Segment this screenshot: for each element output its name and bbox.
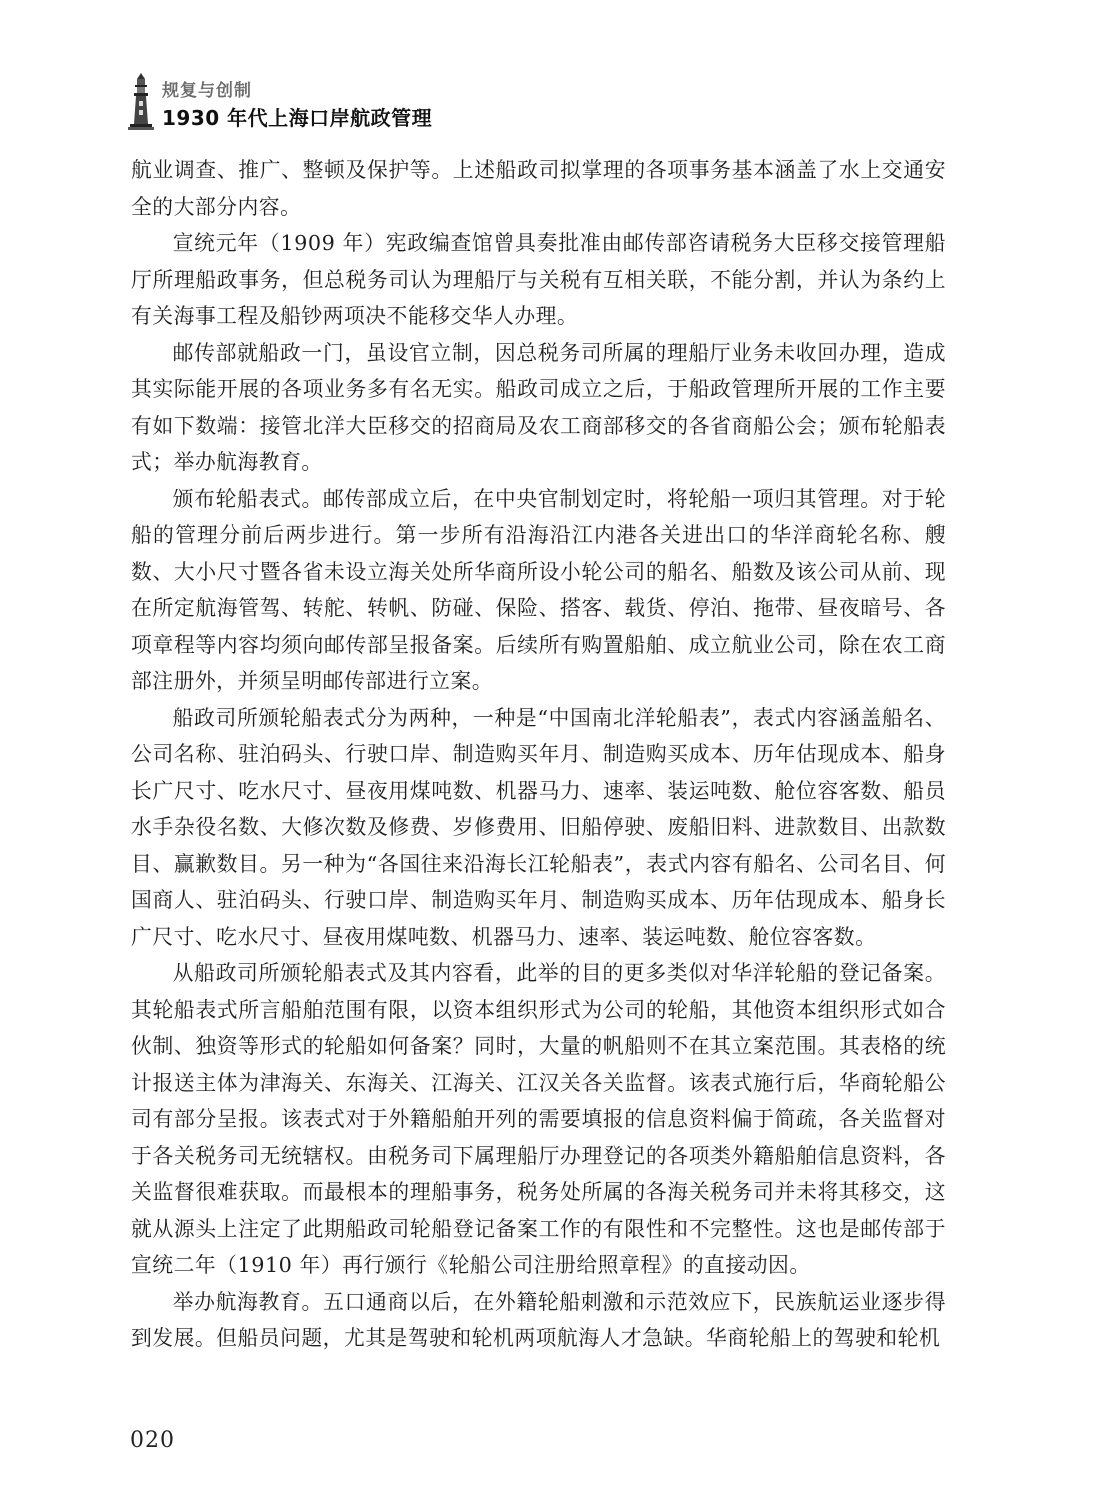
body-text	[131, 152, 946, 1357]
paragraph: 颁布轮船表式。邮传部成立后，在中央官制划定时，将轮船一项归其管理。对于轮船的管理分前后两步进行。第一步所有沿海沿江内港各关进出口的华洋商轮名称、艘数、大小尺寸暨各省未设立海关处所华商所设小轮公司的船名、船数及该公司从前、现在所定航海管驾、转舵、转帆、防碰、保险、搭客、载货、停泊、拖带、昼夜暗号、各项章程等内容均须向邮传部呈报备案。后续所有购置船舶、成立航业公司，除在农工商部注册外，并须呈明邮传部进行立案。	[131, 486, 946, 693]
book-title: 1930 年代上海口岸航政管理	[162, 106, 433, 130]
paragraph: 航业调查、推广、整顿及保护等。上述船政司拟掌理的各项事务基本涵盖了水上交通安全的大部分内容。	[131, 158, 946, 219]
running-header	[128, 72, 433, 132]
paragraph: 举办航海教育。五口通商以后，在外籍轮船刺激和示范效应下，民族航运业逐步得到发展。但船员问题，尤其是驾驶和轮机两项航海人才急缺。华商轮船上的驾驶和轮机	[131, 1289, 946, 1350]
lighthouse-icon	[128, 72, 154, 130]
paragraph: 从船政司所颁轮船表式及其内容看，此举的目的更多类似对华洋轮船的登记备案。其轮船表式所言船舶范围有限，以资本组织形式为公司的轮船，其他资本组织形式如合伙制、独资等形式的轮船如何备案？同时，大量的帆船则不在其立案范围。其表格的统计报送主体为津海关、东海关、江海关、江汉关各关监督。该表式施行后，华商轮船公司有部分呈报。该表式对于外籍船舶开列的需要填报的信息资料偏于简疏，各关监督对于各关税务司无统辖权。由税务司下属理船厅办理登记的各项类外籍船舶信息资料，各关监督很难获取。而最根本的理船事务，税务处所属的各海关税务司并未将其移交，这就从源头上注定了此期船政司轮船登记备案工作的有限性和不完整性。这也是邮传部于宣统二年（1910 年）再行颁行《轮船公司注册给照章程》的直接动因。	[131, 961, 946, 1277]
paragraph: 宣统元年（1909 年）宪政编查馆曾具奏批准由邮传部咨请税务大臣移交接管理船厅所理船政事务，但总税务司认为理船厅与关税有互相关联，不能分割，并认为条约上有关海事工程及船钞两项决不能移交华人办理。	[131, 231, 946, 328]
page-number: 020	[130, 1428, 175, 1453]
series-title: 规复与创制	[162, 81, 252, 101]
paragraph: 邮传部就船政一门，虽设官立制，因总税务司所属的理船厅业务未收回办理，造成其实际能开展的各项业务多有名无实。船政司成立之后，于船政管理所开展的工作主要有如下数端：接管北洋大臣移交的招商局及农工商部移交的各省商船公会；颁布轮船表式；举办航海教育。	[131, 340, 946, 474]
paragraph: 船政司所颁轮船表式分为两种，一种是“中国南北洋轮船表”，表式内容涵盖船名、公司名称、驻泊码头、行驶口岸、制造购买年月、制造购买成本、历年估现成本、船身长广尺寸、吃水尺寸、昼夜用煤吨数、机器马力、速率、装运吨数、舱位容客数、船员水手杂役名数、大修次数及修费、岁修费用、旧船停驶、废船旧料、进款数目、出款数目、赢歉数目。另一种为“各国往来沿海长江轮船表”，表式内容有船名、公司名目、何国商人、驻泊码头、行驶口岸、制造购买年月、制造购买成本、历年估现成本、船身长广尺寸、吃水尺寸、昼夜用煤吨数、机器马力、速率、装运吨数、舱位容客数。	[131, 705, 946, 949]
